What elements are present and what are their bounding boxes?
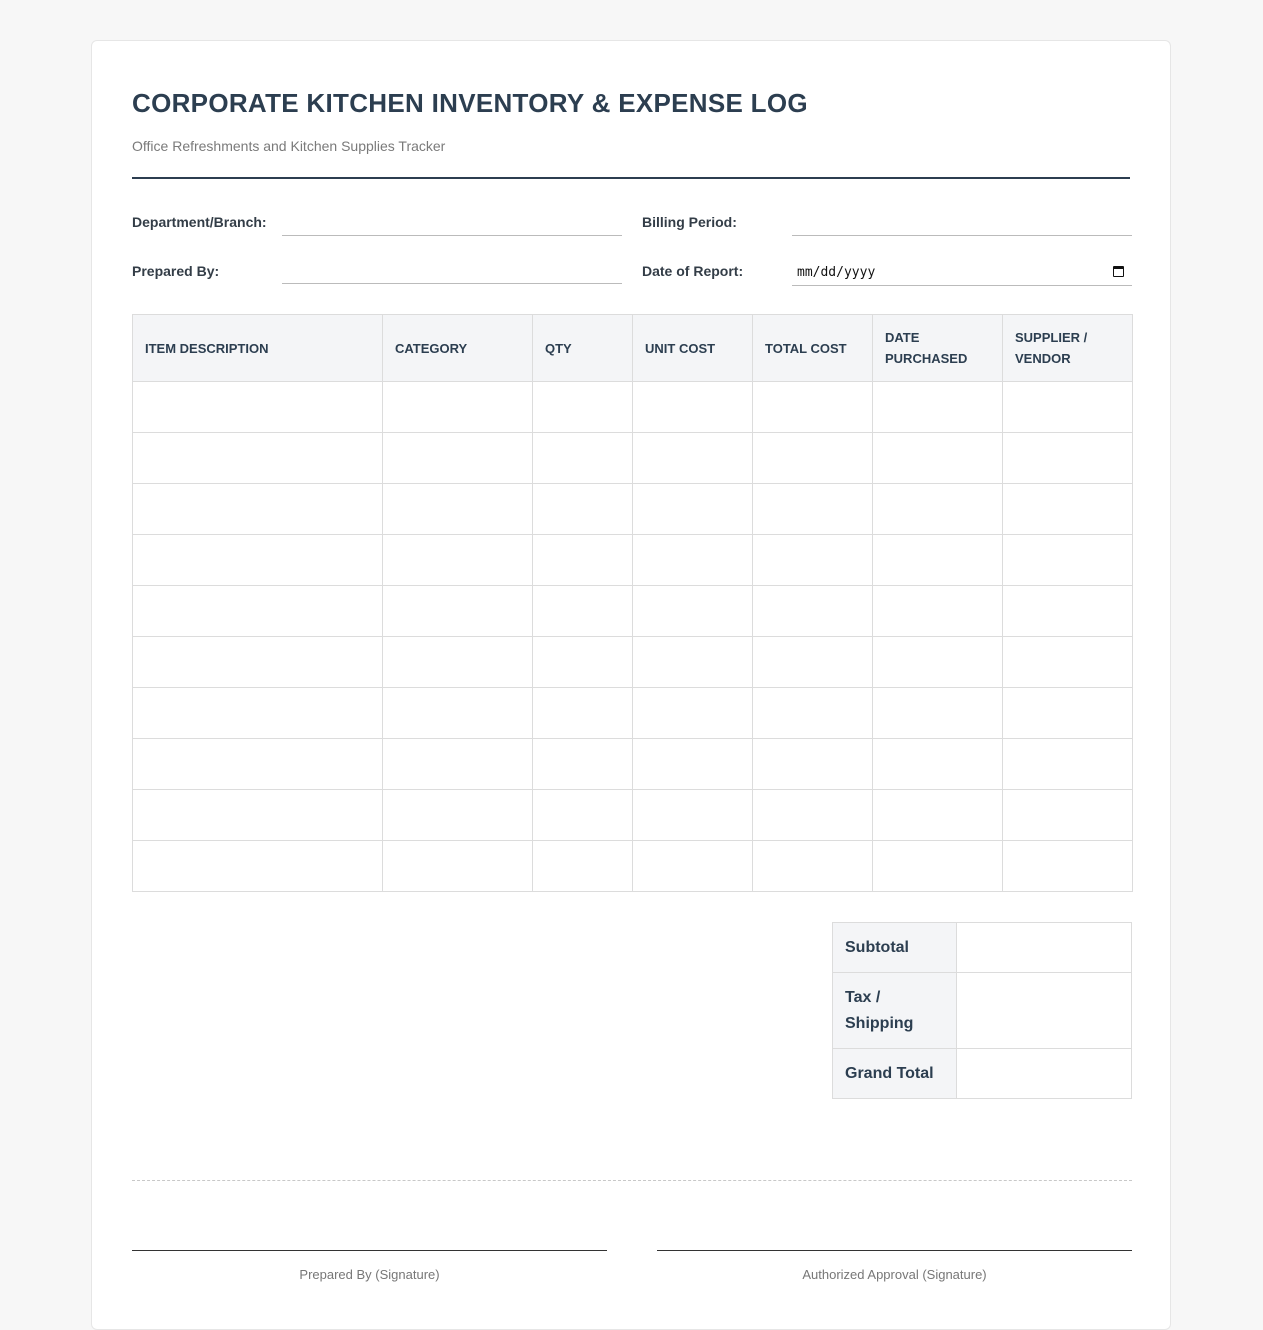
- table-cell[interactable]: [753, 433, 873, 484]
- table-body: [133, 382, 1133, 892]
- table-cell[interactable]: [633, 484, 753, 535]
- table-row: [133, 484, 1133, 535]
- table-cell[interactable]: [1003, 841, 1133, 892]
- column-header-category: CATEGORY: [383, 315, 533, 382]
- table-cell[interactable]: [873, 688, 1003, 739]
- table-cell[interactable]: [873, 535, 1003, 586]
- table-cell[interactable]: [133, 688, 383, 739]
- table-cell[interactable]: [1003, 790, 1133, 841]
- table-cell[interactable]: [533, 535, 633, 586]
- table-cell[interactable]: [873, 382, 1003, 433]
- table-row: [133, 688, 1133, 739]
- table-cell[interactable]: [633, 586, 753, 637]
- table-row: [133, 586, 1133, 637]
- table-cell[interactable]: [533, 637, 633, 688]
- table-cell[interactable]: [633, 433, 753, 484]
- table-row: [133, 841, 1133, 892]
- table-cell[interactable]: [873, 739, 1003, 790]
- table-cell[interactable]: [753, 790, 873, 841]
- signature-divider: [132, 1180, 1132, 1181]
- date-of-report-input[interactable]: [792, 263, 1132, 286]
- table-cell[interactable]: [383, 637, 533, 688]
- table-cell[interactable]: [533, 586, 633, 637]
- table-cell[interactable]: [133, 637, 383, 688]
- calendar-icon[interactable]: [1113, 266, 1124, 277]
- table-cell[interactable]: [633, 739, 753, 790]
- tax-shipping-row: [833, 973, 1132, 1049]
- column-header-date-purchased: DATE PURCHASED: [873, 315, 1003, 382]
- table-cell[interactable]: [1003, 484, 1133, 535]
- billing-period-label: Billing Period:: [642, 214, 737, 230]
- table-cell[interactable]: [633, 637, 753, 688]
- table-cell[interactable]: [133, 790, 383, 841]
- table-header-row: [133, 315, 1133, 382]
- grand-total-label: Grand Total: [833, 1049, 957, 1099]
- table-cell[interactable]: [1003, 739, 1133, 790]
- table-cell[interactable]: [633, 382, 753, 433]
- table-cell[interactable]: [133, 382, 383, 433]
- authorized-approval-signature-label: Authorized Approval (Signature): [802, 1267, 987, 1282]
- table-cell[interactable]: [533, 841, 633, 892]
- column-header-unit-cost: UNIT COST: [633, 315, 753, 382]
- table-cell[interactable]: [873, 841, 1003, 892]
- table-cell[interactable]: [133, 484, 383, 535]
- column-header-qty: QTY: [533, 315, 633, 382]
- column-header-supplier-vendor: SUPPLIER / VENDOR: [1003, 315, 1133, 382]
- subtotal-row: [833, 923, 1132, 973]
- page-subtitle: Office Refreshments and Kitchen Supplies Tracker: [132, 138, 446, 154]
- billing-period-input[interactable]: [792, 235, 1132, 236]
- table-cell[interactable]: [873, 586, 1003, 637]
- table-cell[interactable]: [753, 382, 873, 433]
- table-cell[interactable]: [753, 739, 873, 790]
- report-fields: [132, 179, 1130, 289]
- table-cell[interactable]: [873, 433, 1003, 484]
- table-cell[interactable]: [1003, 382, 1133, 433]
- table-cell[interactable]: [133, 739, 383, 790]
- grand-total-value-cell[interactable]: [957, 1049, 1132, 1099]
- date-of-report-label: Date of Report:: [642, 263, 744, 279]
- table-cell[interactable]: [133, 433, 383, 484]
- grand-total-row: [833, 1049, 1132, 1099]
- table-row: [133, 739, 1133, 790]
- authorized-approval-signature-line[interactable]: [657, 1250, 1132, 1283]
- table-cell[interactable]: [1003, 535, 1133, 586]
- table-row: [133, 637, 1133, 688]
- table-cell[interactable]: [383, 535, 533, 586]
- totals-table: [832, 922, 1132, 1099]
- table-cell[interactable]: [533, 790, 633, 841]
- table-cell[interactable]: [1003, 433, 1133, 484]
- table-cell[interactable]: [753, 688, 873, 739]
- table-cell[interactable]: [533, 688, 633, 739]
- table-cell[interactable]: [633, 790, 753, 841]
- table-cell[interactable]: [633, 688, 753, 739]
- table-row: [133, 790, 1133, 841]
- table-cell[interactable]: [633, 535, 753, 586]
- tax-shipping-label: Tax / Shipping: [833, 973, 957, 1049]
- table-row: [133, 382, 1133, 433]
- prepared-by-signature-line[interactable]: [132, 1250, 607, 1283]
- table-cell[interactable]: [133, 586, 383, 637]
- table-cell[interactable]: [753, 535, 873, 586]
- table-row: [133, 535, 1133, 586]
- department-label: Department/Branch:: [132, 214, 267, 230]
- table-cell[interactable]: [533, 382, 633, 433]
- prepared-by-signature-label: Prepared By (Signature): [299, 1267, 440, 1282]
- department-input[interactable]: [282, 235, 622, 236]
- subtotal-value-cell[interactable]: [957, 923, 1132, 973]
- table-cell[interactable]: [753, 637, 873, 688]
- table-cell[interactable]: [873, 637, 1003, 688]
- table-cell[interactable]: [383, 739, 533, 790]
- table-cell[interactable]: [753, 484, 873, 535]
- table-cell[interactable]: [633, 841, 753, 892]
- table-cell[interactable]: [383, 382, 533, 433]
- table-cell[interactable]: [1003, 688, 1133, 739]
- table-cell[interactable]: [1003, 637, 1133, 688]
- table-cell[interactable]: [873, 790, 1003, 841]
- table-cell[interactable]: [533, 433, 633, 484]
- table-row: [133, 433, 1133, 484]
- inventory-table: [132, 314, 1133, 892]
- prepared-by-input[interactable]: [282, 283, 622, 284]
- table-cell[interactable]: [383, 433, 533, 484]
- log-sheet: [91, 40, 1171, 1330]
- table-cell[interactable]: [753, 586, 873, 637]
- column-header-item-description: ITEM DESCRIPTION: [133, 315, 383, 382]
- date-placeholder: mm/dd/yyyy: [797, 265, 876, 280]
- table-cell[interactable]: [873, 484, 1003, 535]
- table-cell[interactable]: [533, 739, 633, 790]
- page-title: CORPORATE KITCHEN INVENTORY & EXPENSE LOG: [132, 88, 808, 118]
- table-cell[interactable]: [383, 484, 533, 535]
- table-cell[interactable]: [533, 484, 633, 535]
- column-header-total-cost: TOTAL COST: [753, 315, 873, 382]
- table-cell[interactable]: [383, 841, 533, 892]
- table-cell[interactable]: [753, 841, 873, 892]
- tax-shipping-value-cell[interactable]: [957, 973, 1132, 1049]
- table-cell[interactable]: [383, 586, 533, 637]
- table-cell[interactable]: [133, 841, 383, 892]
- table-cell[interactable]: [383, 688, 533, 739]
- subtotal-label: Subtotal: [833, 923, 957, 973]
- table-cell[interactable]: [1003, 586, 1133, 637]
- prepared-by-label: Prepared By:: [132, 263, 220, 279]
- table-cell[interactable]: [383, 790, 533, 841]
- table-cell[interactable]: [133, 535, 383, 586]
